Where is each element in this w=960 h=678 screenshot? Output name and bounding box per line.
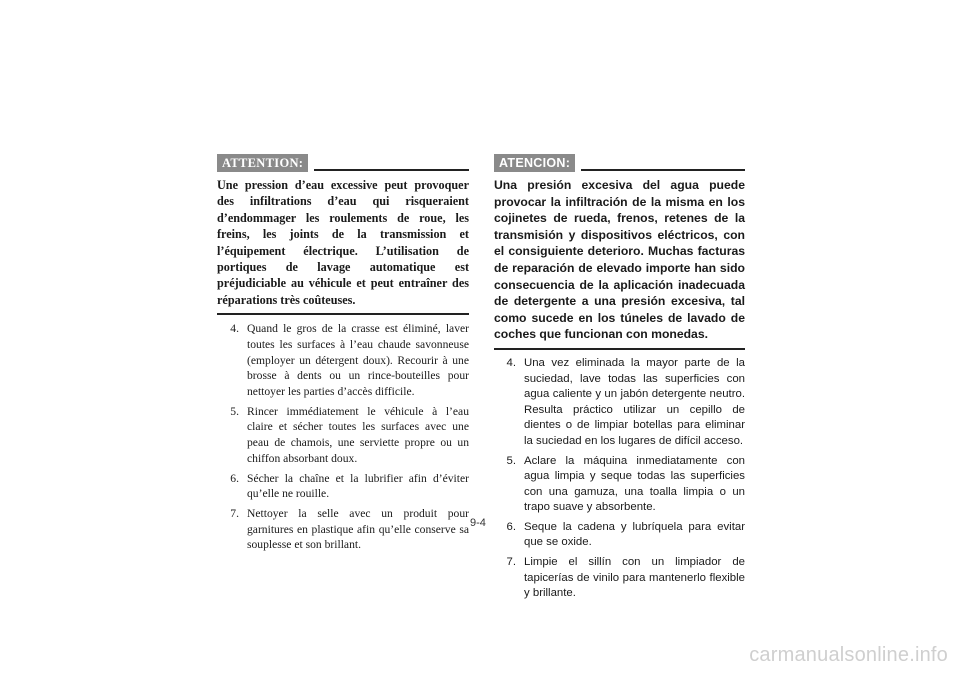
step-text: Rincer immédiatement le véhicule à l’eau claire et sécher toutes les surfaces avec une peau de chamois, une serviette propre ou un chiffon absorbant doux. — [247, 404, 469, 465]
step-number: 4. — [230, 322, 239, 336]
spanish-column — [494, 150, 745, 606]
attention-label: ATTENTION: — [217, 154, 308, 172]
step-number: 7. — [230, 506, 239, 520]
step-number: 5. — [506, 454, 516, 467]
step-number: 6. — [230, 471, 239, 485]
banner-rule — [314, 169, 469, 171]
list-item — [494, 520, 745, 551]
step-text: Quand le gros de la crasse est éliminé, laver toutes les surfaces à l’eau chaude savonneuse (employer un détergent doux). Recourir à une brosse à dents ou un rince-bouteilles pour nettoyer les parties d’accès difficile. — [247, 322, 469, 399]
attention-banner — [217, 150, 469, 172]
step-text: Sécher la chaîne et la lubrifier afin d’éviter qu’elle ne rouille. — [247, 471, 469, 501]
step-text: Limpie el sillín con un limpiador de tapicerías de vinilo para mantenerlo flexible y brillante. — [524, 556, 745, 600]
list-item — [217, 404, 469, 467]
warning-end-rule — [217, 313, 469, 315]
step-text: Aclare la máquina inmediatamente con agua limpia y seque todas las superficies con una gamuza, una toalla limpia o un trapo suave y absorbente. — [524, 454, 745, 514]
atencion-label: ATENCION: — [494, 154, 575, 172]
watermark: carmanualsonline.info — [749, 644, 948, 666]
warning-end-rule — [494, 348, 745, 350]
step-text: Seque la cadena y lubríquela para evitar que se oxide. — [524, 520, 745, 549]
list-item — [494, 555, 745, 602]
atencion-text: Una presión excesiva del agua puede provocar la infiltración de la misma en los cojinetes de rueda, frenos, retenes de la transmisión y dispositivos eléctricos, con el consiguiente deterioro. Muchas facturas de reparación de elevado importe han sido consecuencia de la aplicación inadecuada de detergente a una presión excesiva, tal como sucede en los túneles de lavado de coches que funcionan con monedas. — [494, 178, 745, 342]
list-item — [494, 454, 745, 516]
step-text: Nettoyer la selle avec un produit pour garnitures en plastique afin qu’elle conserve sa souplesse et son brillant. — [247, 506, 469, 552]
step-number: 7. — [506, 556, 516, 569]
atencion-banner — [494, 150, 745, 172]
step-number: 4. — [506, 356, 516, 369]
french-column — [217, 150, 469, 557]
list-item — [494, 356, 745, 450]
list-item — [217, 506, 469, 553]
step-number: 6. — [506, 520, 516, 533]
banner-rule — [581, 169, 745, 171]
page-number: 9-4 — [470, 517, 486, 529]
list-item — [217, 471, 469, 502]
step-number: 5. — [230, 404, 239, 418]
cleaning-steps-fr — [217, 321, 469, 553]
attention-text: Une pression d’eau excessive peut provoquer des infiltrations d’eau qui risqueraient d’endommager les roulements de roue, les freins, les joints de la transmission et l’équipement électrique. L’utilisation de portiques de lavage automatique est préjudiciable au véhicule et peut entraîner des réparations très coûteuses. — [217, 178, 469, 307]
step-text: Una vez eliminada la mayor parte de la suciedad, lave todas las superficies con agua caliente y un jabón detergente neutro. Resulta práctico utilizar un cepillo de dientes o de limpiar botellas para eliminar la suciedad en los lugares de difícil acceso. — [524, 356, 745, 447]
list-item — [217, 321, 469, 400]
cleaning-steps-es — [494, 356, 745, 602]
